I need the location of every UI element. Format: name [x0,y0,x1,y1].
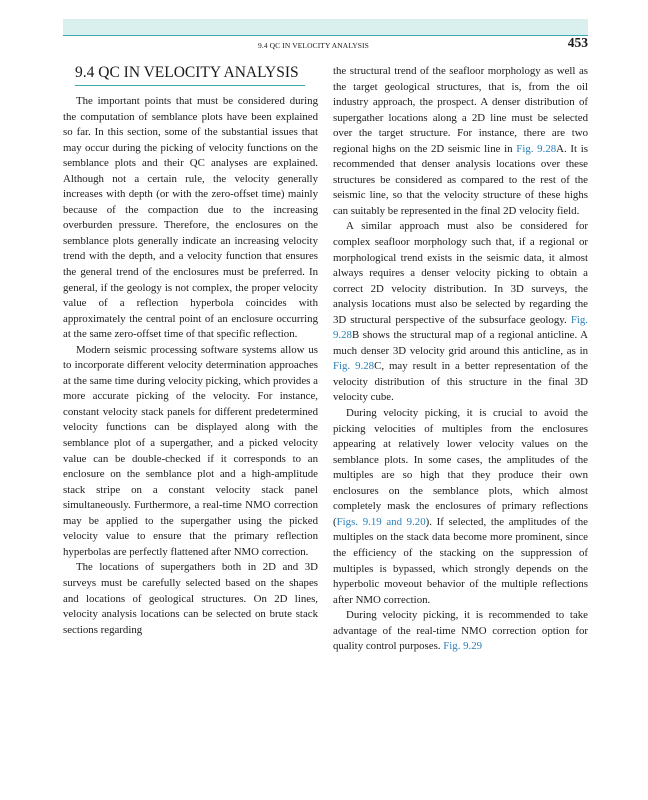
figure-reference-link[interactable]: Fig. 9.28 [333,313,588,342]
figure-reference-link[interactable]: Fig. 9.28 [333,360,375,373]
paragraph-text: A similar approach must also be considered for complex seafloor morphology such that, if a regional or morphological trend exists in the seismic data, it almost always requires a denser velocity picking to obtain a correct 2D velocity distribution. In 3D surveys, the analysis locations must also be selected by regarding the 3D structural perspective of the subsurface geology. [333,220,588,326]
title-rule [75,85,305,86]
right-column [333,64,588,655]
paragraph [333,406,588,608]
paragraph [333,608,588,655]
paragraph-text: During velocity picking, it is crucial to avoid the picking velocities of multiples from the enclosures appearing at relatively lower velocity values on the semblance plots. In some cases, the amplitudes of the multiples are so high that they produce their own enclosures on the semblance plots, which almost completely mask the enclosures of primary reflections ( [333,407,588,528]
paragraph-text: During velocity picking, it is recommended to take advantage of the real-time NMO correction option for quality control purposes. [333,609,588,653]
running-head: 9.4 QC IN VELOCITY ANALYSIS [258,41,369,50]
paragraph-text: the structural trend of the seafloor morphology as well as the target geological structures, that is, from the oil industry approach, the prospect. A denser distribution of supergather locations along a 2D line must be selected over the target structure. For instance, there are two regional highs on the 2D seismic line in [333,65,588,155]
figure-reference-link[interactable]: Fig. 9.28 [516,142,557,155]
paragraph-text: A. It is recommended that denser analysis locations over these structures be considered as compared to the rest of the seismic line, so that the velocity structure of these highs can suitably be represented in the final 2D velocity field. [333,142,588,217]
paragraph: The important points that must be considered during the computation of semblance plots have been explained so far. In this section, some of the substantial issues that may occur during the picking of velocity functions on the semblance plots and their QC analyses are explained. Although not a certain rule, the velocity generally increases with depth (or with the zero-offset time) mainly because of the compaction due to the increasing overburden pressure. Therefore, the enclosures on the semblance plots generally indicate an increasing velocity trend with the depth, and a velocity function that ensures the general trend of the enclosures must be preferred. In general, if the geology is not complex, the proper velocity value of a reflection hyperbola coincides with approximately the central point of an enclosure occurring at the same zero-offset time of that specific reflection. [63,95,318,341]
header-rule [63,35,588,36]
paragraph: Modern seismic processing software systems allow us to incorporate different velocity determination approaches at the same time during velocity picking, which provides a more accurate picking of the velocity. For instance, constant velocity stack panels for different predetermined velocity functions can be displayed along with the semblance plot of a supergather, and a picked velocity value can be double-checked if it corresponds to an enclosure on the semblance plot and a high-amplitude stack stripe on a constant velocity stack panel simultaneously. Furthermore, a real-time NMO correction may be applied to the supergather using the picked velocity value to ensure that the primary reflection hyperbolas are perfectly flattened after NMO correction. [63,343,318,558]
figure-reference-link[interactable]: Figs. 9.19 and 9.20 [336,515,426,528]
page-number: 453 [567,35,588,50]
left-column [63,94,318,638]
paragraph-text: ). If selected, the amplitudes of the multiples on the stack data become more prominent, since the efficiency of the stacking on the suppression of multiples is bypassed, which strongly depends on the hyperbolic moveout behavior of the multiple reflections after NMO correction. [333,515,588,606]
paragraph-text: B shows the structural map of a regional anticline. A much denser 3D velocity grid around this anticline, as in [333,329,588,357]
figure-reference-link[interactable]: Fig. 9.29 [443,640,483,653]
header-band [63,19,588,35]
section-title: 9.4 QC IN VELOCITY ANALYSIS [75,64,299,81]
paragraph-text: C, may result in a better representation of the velocity distribution of this structure in the final 3D velocity cube. [333,360,588,404]
paragraph: The locations of supergathers both in 2D and 3D surveys must be carefully selected based on the shapes and locations of geological structures. On 2D lines, velocity analysis locations can be selected on brute stack sections regarding [63,561,318,636]
paragraph [333,219,588,406]
paragraph [333,64,588,219]
